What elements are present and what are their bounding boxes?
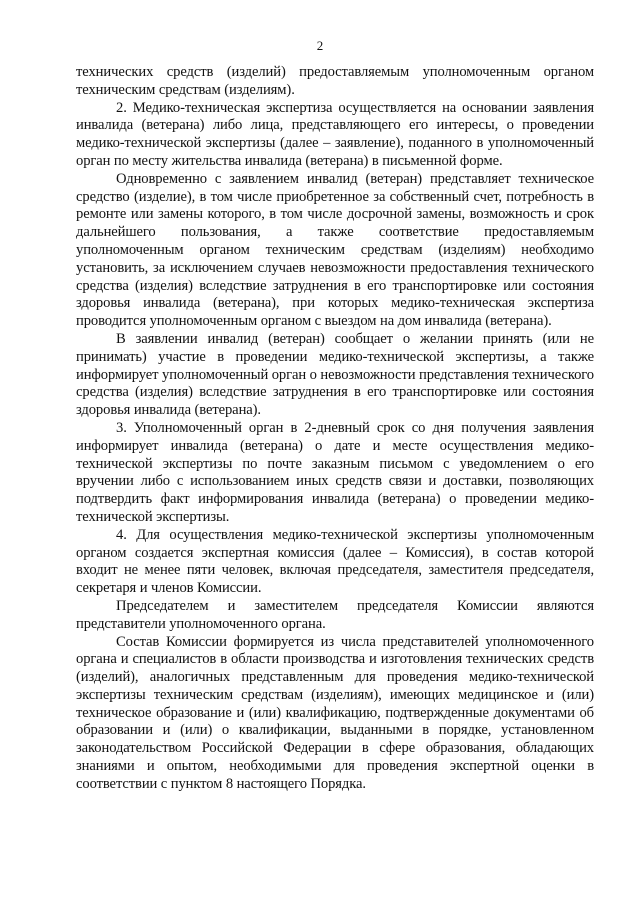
document-body <box>76 64 594 794</box>
paragraph-participation: В заявлении инвалид (ветеран) сообщает о желании принять (или не принимать) участие в проведении медико-технической экспертизы, а также информирует уполномоченный орган о невозможности представления технического средства (изделия) вследствие затруднения в его транспортировке или состояния здоровья инвалида (ветерана). <box>76 330 594 419</box>
paragraph-item-3: 3. Уполномоченный орган в 2-дневный срок со дня получения заявления информирует инвалида (ветерана) о дате и месте осуществления медико-технической экспертизы по почте заказным письмом с уведомлением о его вручении либо с использованием иных средств связи и доставки, позволяющих подтвердить факт информирования инвалида (ветерана) о проведении медико-технической экспертизы. <box>76 419 594 525</box>
paragraph-continuation: технических средств (изделий) предоставляемым уполномоченным органом техническим средствам (изделиям). <box>76 64 594 98</box>
paragraph-item-4: 4. Для осуществления медико-технической экспертизы уполномоченным органом создается экспертная комиссия (далее – Комиссия), в состав которой входит не менее пяти человек, включая председателя, заместителя председателя, секретаря и членов Комиссии. <box>76 526 594 597</box>
paragraph-submission-device: Одновременно с заявлением инвалид (ветеран) представляет техническое средство (изделие), в том числе приобретенное за собственный счет, потребность в ремонте или замены которого, в том числе досрочной замены, возможность и срок дальнейшего пользования, а также соответствие предоставляемым уполномоченным органом техническим средствам (изделиям) необходимо установить, за исключением случаев невозможности предоставления технического средства (изделия) вследствие затруднения в его транспортировке или состояния здоровья инвалида (ветерана), при которых медико-техническая экспертиза проводится уполномоченным органом с выездом на дом инвалида (ветерана). <box>76 170 594 330</box>
paragraph-chairman: Председателем и заместителем председателя Комиссии являются представители уполномоченного органа. <box>76 597 594 632</box>
paragraph-composition: Состав Комиссии формируется из числа представителей уполномоченного органа и специалистов в области производства и изготовления технических средств (изделий), аналогичных представленным для проведения медико-технической экспертизы техническим средствам (изделиям), имеющих медицинское и (или) техническое образование и (или) квалификацию, подтвержденные документами об образовании и (или) о квалификации, выданными в порядке, установленном законодательством Российской Федерации в сфере образования, обладающих знаниями и опытом, необходимыми для проведения экспертной оценки в соответствии с пунктом 8 настоящего Порядка. <box>76 633 594 792</box>
paragraph-item-2: 2. Медико-техническая экспертиза осуществляется на основании заявления инвалида (ветерана) либо лица, представляющего его интересы, о проведении медико-технической экспертизы (далее – заявление), поданного в уполномоченный орган по месту жительства инвалида (ветерана) в письменной форме. <box>76 99 594 169</box>
page-number: 2 <box>316 38 324 53</box>
